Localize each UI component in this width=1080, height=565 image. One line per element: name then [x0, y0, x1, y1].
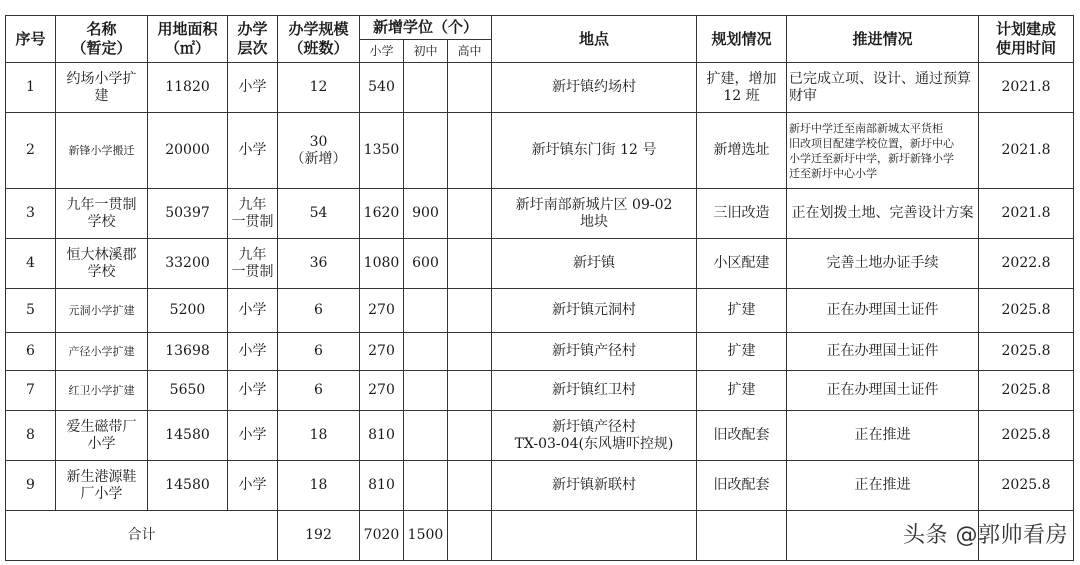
cell-junior: [404, 113, 448, 189]
cell-senior: [448, 239, 492, 289]
cell-scale: 30 （新增）: [278, 113, 360, 189]
cell-progress: 已完成立项、设计、通过预算 财审: [787, 63, 979, 113]
cell-scale: 18: [278, 461, 360, 511]
cell-plan: 扩建，增加 12 班: [697, 63, 787, 113]
cell-senior: [448, 333, 492, 371]
cell-location: 新圩镇红卫村: [492, 371, 697, 411]
total-scale: 192: [278, 511, 360, 561]
cell-time: 2025.8: [979, 371, 1074, 411]
total-label: 合计: [6, 511, 278, 561]
cell-plan: 扩建: [697, 289, 787, 333]
cell-area: 11820: [148, 63, 228, 113]
cell-plan: 扩建: [697, 371, 787, 411]
header-senior: 高中: [448, 40, 492, 63]
cell-plan: 小区配建: [697, 239, 787, 289]
header-level: 办学 层次: [228, 16, 278, 63]
cell-level: 小学: [228, 63, 278, 113]
cell-progress: 新圩中学迁至南部新城太平货柜 旧改项目配建学校位置，新圩中心 小学迁至新圩中学，新圩新锋小学 迁至新圩中心小学: [787, 113, 979, 189]
cell-primary: 1350: [360, 113, 404, 189]
cell-time: 2022.8: [979, 239, 1074, 289]
cell-name: 约场小学扩 建: [56, 63, 148, 113]
cell-name: 红卫小学扩建: [56, 371, 148, 411]
cell-primary: 270: [360, 371, 404, 411]
cell-location: 新圩镇产径村 TX-03-04(东风塘吓控规): [492, 411, 697, 461]
cell-senior: [448, 113, 492, 189]
cell-junior: 600: [404, 239, 448, 289]
cell-seq: 9: [6, 461, 56, 511]
cell-area: 5650: [148, 371, 228, 411]
table-row: [6, 411, 1074, 461]
cell-time: 2021.8: [979, 189, 1074, 239]
school-plan-table: [5, 15, 1074, 561]
cell-primary: 1080: [360, 239, 404, 289]
cell-senior: [448, 289, 492, 333]
cell-seq: 7: [6, 371, 56, 411]
cell-progress: 正在推进: [787, 461, 979, 511]
cell-location: 新圩镇产径村: [492, 333, 697, 371]
table-row: [6, 239, 1074, 289]
cell-level: 小学: [228, 461, 278, 511]
cell-name: 新生港源鞋 厂小学: [56, 461, 148, 511]
cell-time: 2025.8: [979, 461, 1074, 511]
cell-senior: [448, 411, 492, 461]
cell-progress: 正在办理国土证件: [787, 333, 979, 371]
cell-level: 小学: [228, 113, 278, 189]
cell-location: 新圩镇新联村: [492, 461, 697, 511]
cell-seq: 2: [6, 113, 56, 189]
cell-junior: [404, 461, 448, 511]
cell-time: 2021.8: [979, 113, 1074, 189]
cell-location: 新圩镇约场村: [492, 63, 697, 113]
cell-name: 新锋小学搬迁: [56, 113, 148, 189]
cell-time: 2025.8: [979, 289, 1074, 333]
cell-scale: 18: [278, 411, 360, 461]
cell-senior: [448, 371, 492, 411]
cell-junior: [404, 333, 448, 371]
cell-progress: 完善土地办证手续: [787, 239, 979, 289]
cell-location: 新圩镇: [492, 239, 697, 289]
cell-plan: 三旧改造: [697, 189, 787, 239]
cell-scale: 12: [278, 63, 360, 113]
cell-area: 14580: [148, 461, 228, 511]
cell-location: 新圩镇东门街 12 号: [492, 113, 697, 189]
cell-scale: 6: [278, 333, 360, 371]
cell-primary: 540: [360, 63, 404, 113]
header-plan: 规划情况: [697, 16, 787, 63]
header-scale: 办学规模 （班数）: [278, 16, 360, 63]
watermark: 头条 @郭帅看房: [903, 523, 1068, 548]
cell-primary: 270: [360, 289, 404, 333]
total-junior: 1500: [404, 511, 448, 561]
cell-scale: 36: [278, 239, 360, 289]
total-plan: [697, 511, 787, 561]
cell-plan: 旧改配套: [697, 461, 787, 511]
header-new-seats: 新增学位（个）: [360, 16, 492, 40]
cell-location: 新圩南部新城片区 09-02 地块: [492, 189, 697, 239]
cell-scale: 6: [278, 289, 360, 333]
cell-scale: 6: [278, 371, 360, 411]
table-row: [6, 189, 1074, 239]
cell-seq: 3: [6, 189, 56, 239]
cell-time: 2021.8: [979, 63, 1074, 113]
cell-primary: 270: [360, 333, 404, 371]
cell-area: 5200: [148, 289, 228, 333]
cell-name: 元洞小学扩建: [56, 289, 148, 333]
cell-level: 小学: [228, 371, 278, 411]
cell-progress: 正在划拨土地、完善设计方案: [787, 189, 979, 239]
cell-junior: [404, 371, 448, 411]
header-time: 计划建成 使用时间: [979, 16, 1074, 63]
cell-senior: [448, 63, 492, 113]
cell-name: 产径小学扩建: [56, 333, 148, 371]
header-area: 用地面积 （㎡）: [148, 16, 228, 63]
cell-primary: 810: [360, 461, 404, 511]
cell-plan: 新增选址: [697, 113, 787, 189]
total-senior: [448, 511, 492, 561]
cell-level: 九年 一贯制: [228, 189, 278, 239]
cell-seq: 4: [6, 239, 56, 289]
header-name: 名称 （暂定）: [56, 16, 148, 63]
cell-plan: 旧改配套: [697, 411, 787, 461]
cell-seq: 8: [6, 411, 56, 461]
cell-name: 爱生磁带厂 小学: [56, 411, 148, 461]
cell-level: 小学: [228, 289, 278, 333]
table-row: [6, 63, 1074, 113]
cell-level: 九年 一贯制: [228, 239, 278, 289]
header-location: 地点: [492, 16, 697, 63]
cell-level: 小学: [228, 411, 278, 461]
cell-name: 九年一贯制 学校: [56, 189, 148, 239]
cell-plan: 扩建: [697, 333, 787, 371]
table-row: [6, 371, 1074, 411]
total-location: [492, 511, 697, 561]
cell-junior: [404, 411, 448, 461]
table-row: [6, 289, 1074, 333]
cell-area: 14580: [148, 411, 228, 461]
cell-name: 恒大林溪郡 学校: [56, 239, 148, 289]
cell-scale: 54: [278, 189, 360, 239]
cell-junior: [404, 63, 448, 113]
cell-area: 20000: [148, 113, 228, 189]
header-progress: 推进情况: [787, 16, 979, 63]
table-row: [6, 113, 1074, 189]
cell-progress: 正在办理国土证件: [787, 289, 979, 333]
total-primary: 7020: [360, 511, 404, 561]
cell-location: 新圩镇元洞村: [492, 289, 697, 333]
table-row: [6, 333, 1074, 371]
table-row: [6, 461, 1074, 511]
cell-time: 2025.8: [979, 333, 1074, 371]
cell-primary: 1620: [360, 189, 404, 239]
cell-area: 33200: [148, 239, 228, 289]
cell-time: 2025.8: [979, 411, 1074, 461]
cell-seq: 6: [6, 333, 56, 371]
cell-junior: [404, 289, 448, 333]
header-junior: 初中: [404, 40, 448, 63]
cell-primary: 810: [360, 411, 404, 461]
cell-area: 50397: [148, 189, 228, 239]
header-seq: 序号: [6, 16, 56, 63]
cell-senior: [448, 461, 492, 511]
cell-level: 小学: [228, 333, 278, 371]
cell-progress: 正在办理国土证件: [787, 371, 979, 411]
cell-junior: 900: [404, 189, 448, 239]
cell-senior: [448, 189, 492, 239]
cell-seq: 1: [6, 63, 56, 113]
cell-area: 13698: [148, 333, 228, 371]
cell-progress: 正在推进: [787, 411, 979, 461]
cell-seq: 5: [6, 289, 56, 333]
header-primary: 小学: [360, 40, 404, 63]
